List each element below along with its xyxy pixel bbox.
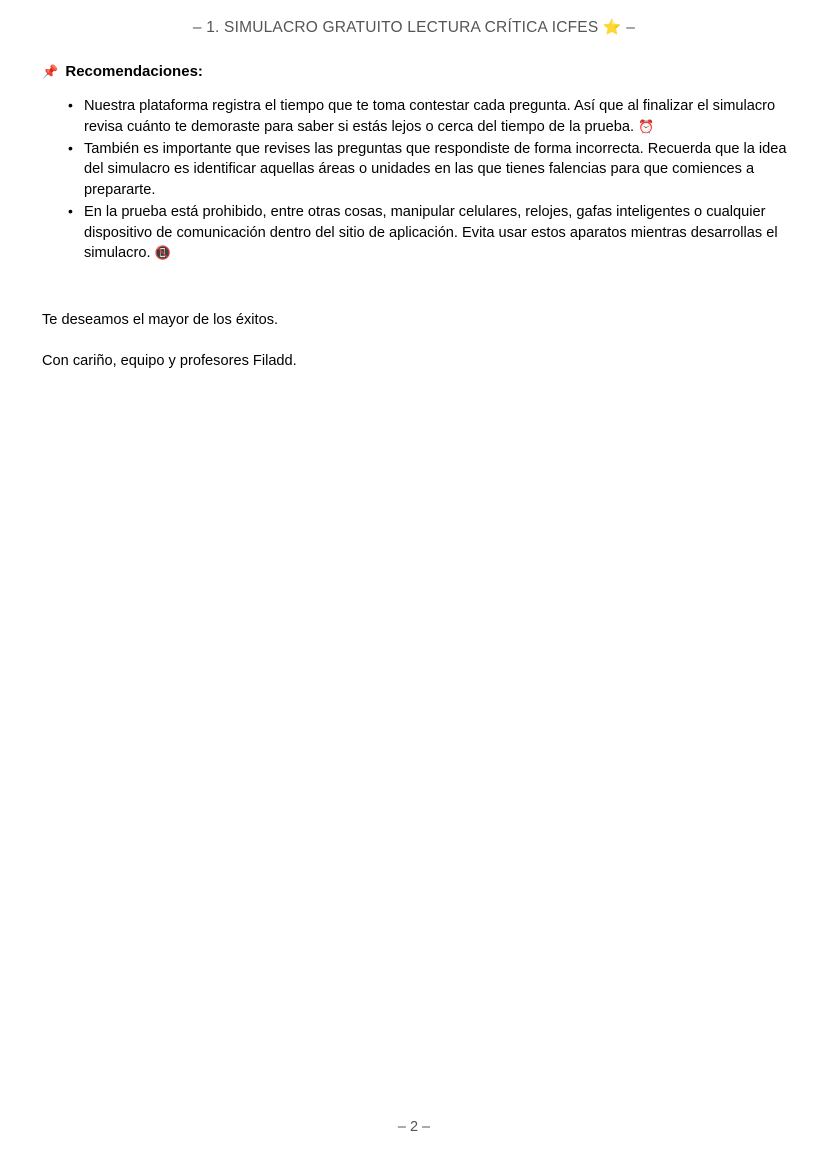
closing-block: [42, 310, 788, 391]
list-item-text: También es importante que revises las preguntas que respondiste de forma incorrecta. Recuerda que la idea del simulacro es identificar aquellas áreas o unidades en las que tienes falencias para que comiences a prepararte.: [84, 140, 787, 199]
closing-line-2: Con cariño, equipo y profesores Filadd.: [42, 352, 297, 369]
pushpin-icon: 📌: [42, 65, 59, 80]
page-footer: [0, 1119, 828, 1135]
header-dash-right: –: [626, 19, 636, 36]
page-number: – 2 –: [397, 1119, 431, 1135]
section-heading-label: Recomendaciones:: [65, 63, 203, 80]
page-header: [0, 18, 828, 37]
list-item-text: Nuestra plataforma registra el tiempo que te toma contestar cada pregunta. Así que al finalizar el simulacro revisa cuánto te demoraste para saber si estás lejos o cerca del tiempo de la prueba.: [84, 98, 776, 135]
recommendations-list: [42, 96, 788, 264]
header-dash-left: –: [192, 19, 202, 36]
section-heading: [42, 62, 788, 82]
list-item: [68, 96, 788, 137]
star-icon: ⭐: [602, 18, 622, 36]
closing-line-1: Te deseamos el mayor de los éxitos.: [42, 312, 279, 328]
list-item: [68, 202, 788, 264]
alarm-clock-icon: ⏰: [638, 119, 655, 135]
header-title: 1. SIMULACRO GRATUITO LECTURA CRÍTICA ICFES: [206, 19, 599, 36]
recommendations-section: [42, 62, 788, 265]
list-item-text: En la prueba está prohibido, entre otras cosas, manipular celulares, relojes, gafas inteligentes o cualquier dispositivo de comunicación dentro del sitio de aplicación. Evita usar estos aparatos mientras desarrollas el simulacro.: [84, 203, 778, 262]
list-item: [68, 139, 788, 201]
no-mobile-phones-icon: 📵: [154, 246, 171, 262]
